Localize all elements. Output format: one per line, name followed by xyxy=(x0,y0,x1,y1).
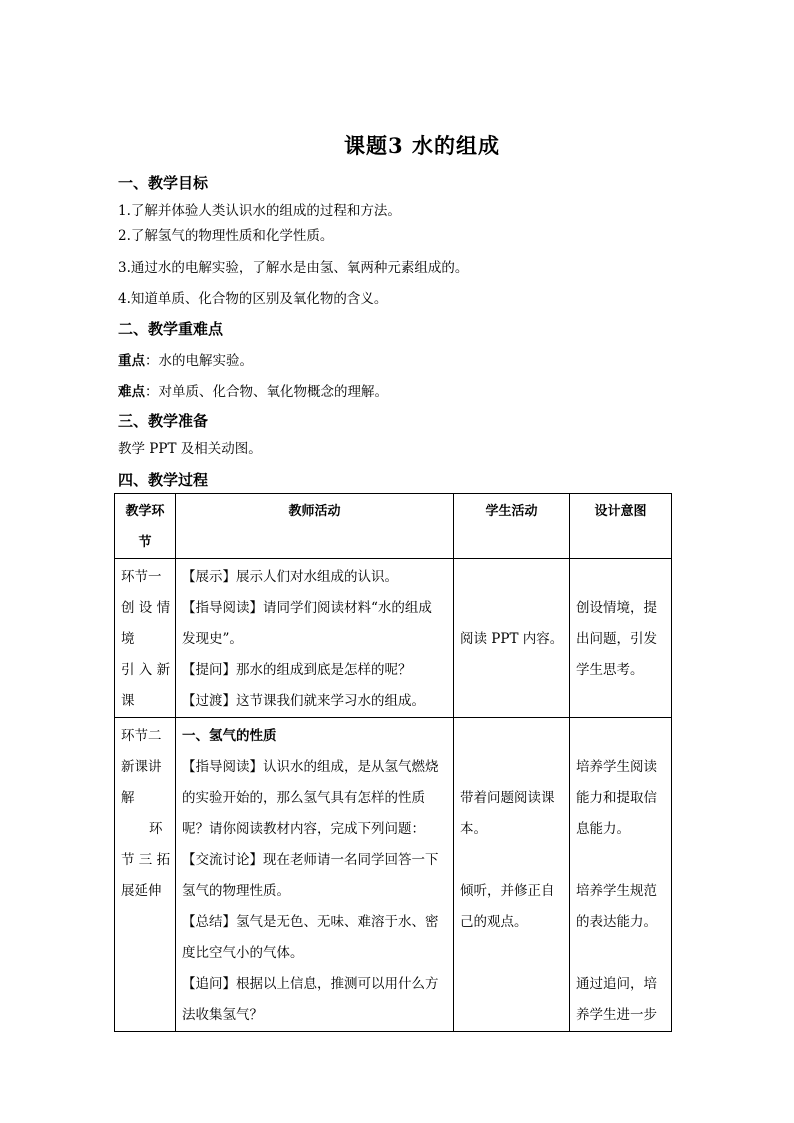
row1-stage-line: 创 设 情 xyxy=(121,600,171,616)
header-stage-line2: 节 xyxy=(138,535,152,550)
row2-stage-line: 环 xyxy=(149,821,163,837)
row2-teacher-line: 度比空气小的气体。 xyxy=(182,945,304,961)
row2-student-line: 带着问题阅读课 xyxy=(460,790,555,806)
row1-stage-line: 环节一 xyxy=(121,569,162,585)
row1-stage xyxy=(115,559,176,718)
header-teacher-activity: 教师活动 xyxy=(176,494,454,559)
heading-teaching-goals: 一、教学目标 xyxy=(118,174,209,192)
row2-student-line: 本。 xyxy=(460,821,487,837)
row2-intent-line: 养学生进一步 xyxy=(576,1007,657,1023)
difficult-point-text: ：对单质、化合物、氧化物概念的理解。 xyxy=(145,384,388,400)
difficult-point-label: 难点 xyxy=(118,384,145,400)
table-row xyxy=(115,559,672,718)
row2-design-intent xyxy=(570,718,672,1032)
row1-teacher-line: 【展示】展示人们对水组成的认识。 xyxy=(182,569,398,585)
row1-student-line: 阅读 PPT 内容。 xyxy=(460,631,564,647)
row2-stage-line: 解 xyxy=(121,790,135,806)
row2-teacher-line: 【指导阅读】认识水的组成，是从氢气燃烧 xyxy=(182,759,439,775)
row2-intent-line: 培养学生规范 xyxy=(576,883,657,899)
row2-teacher-line: 氢气的物理性质。 xyxy=(182,883,290,899)
row2-teacher-activity xyxy=(176,718,454,1032)
row1-design-intent xyxy=(570,559,672,718)
row1-teacher-line: 【提问】那水的组成到底是怎样的呢？ xyxy=(182,662,412,678)
row2-student-line: 倾听，并修正自 xyxy=(460,883,555,899)
row1-teacher-line: 【指导阅读】请同学们阅读材料“水的组成 xyxy=(182,600,432,616)
row2-intent-line: 通过追问，培 xyxy=(576,976,657,992)
row2-teacher-line: 的实验开始的，那么氢气具有怎样的性质 xyxy=(182,790,425,806)
row2-teacher-line: 【总结】氢气是无色、无味、难溶于水、密 xyxy=(182,914,439,930)
row1-stage-line: 课 xyxy=(121,693,135,709)
teaching-process-table xyxy=(114,493,672,1032)
goal-item-1: 1.了解并体验人类认识水的组成的过程和方法。 xyxy=(118,203,401,219)
row2-teacher-line: 法收集氢气？ xyxy=(182,1007,263,1023)
row2-stage-line: 展延伸 xyxy=(121,883,162,899)
goal-item-3: 3.通过水的电解实验，了解水是由氢、氧两种元素组成的。 xyxy=(118,260,469,276)
row2-teacher-line: 【交流讨论】现在老师请一名同学回答一下 xyxy=(182,852,439,868)
row2-stage-line: 节 三 拓 xyxy=(121,852,171,868)
row2-intent-line: 息能力。 xyxy=(576,821,630,837)
goal-item-4: 4.知道单质、化合物的区别及氧化物的含义。 xyxy=(118,291,388,307)
row2-stage xyxy=(115,718,176,1032)
row2-student-line: 己的观点。 xyxy=(460,914,528,930)
row2-teacher-line: 【追问】根据以上信息，推测可以用什么方 xyxy=(182,976,439,992)
heading-teaching-process: 四、教学过程 xyxy=(118,471,209,489)
preparation-text: 教学 PPT 及相关动图。 xyxy=(118,441,262,457)
row2-teacher-line: 呢？请你阅读教材内容，完成下列问题： xyxy=(182,821,425,837)
key-point-line xyxy=(118,349,253,369)
row1-intent-line: 创设情境，提 xyxy=(576,600,657,616)
row1-intent-line: 出问题，引发 xyxy=(576,631,657,647)
key-point-label: 重点 xyxy=(118,353,145,369)
header-design-intent: 设计意图 xyxy=(570,494,672,559)
difficult-point-line xyxy=(118,380,388,400)
goal-item-2: 2.了解氢气的物理性质和化学性质。 xyxy=(118,228,334,244)
row1-teacher-activity xyxy=(176,559,454,718)
row1-intent-line: 学生思考。 xyxy=(576,662,644,678)
row2-student-activity xyxy=(454,718,570,1032)
row2-stage-line: 环节二 xyxy=(121,728,162,744)
key-point-text: ：水的电解实验。 xyxy=(145,353,253,369)
row2-intent-line: 的表达能力。 xyxy=(576,914,657,930)
row1-stage-line: 引 入 新 xyxy=(121,662,171,678)
row1-teacher-line: 【过渡】这节课我们就来学习水的组成。 xyxy=(182,693,425,709)
row1-teacher-line: 发现史”。 xyxy=(182,631,243,647)
header-student-activity: 学生活动 xyxy=(454,494,570,559)
heading-key-points: 二、教学重难点 xyxy=(118,320,224,338)
row2-intent-line: 能力和提取信 xyxy=(576,790,657,806)
document-title: 课题3 水的组成 xyxy=(344,133,500,158)
header-stage xyxy=(115,494,176,559)
row2-teacher-heading: 一、氢气的性质 xyxy=(182,728,277,744)
row2-intent-line: 培养学生阅读 xyxy=(576,759,657,775)
row1-student-activity xyxy=(454,559,570,718)
row2-stage-line: 新课讲 xyxy=(121,759,162,775)
table-header-row xyxy=(115,494,672,559)
header-stage-line1: 教学环 xyxy=(125,504,165,519)
row1-stage-line: 境 xyxy=(121,631,135,647)
heading-preparation: 三、教学准备 xyxy=(118,412,209,430)
table-row xyxy=(115,718,672,1032)
